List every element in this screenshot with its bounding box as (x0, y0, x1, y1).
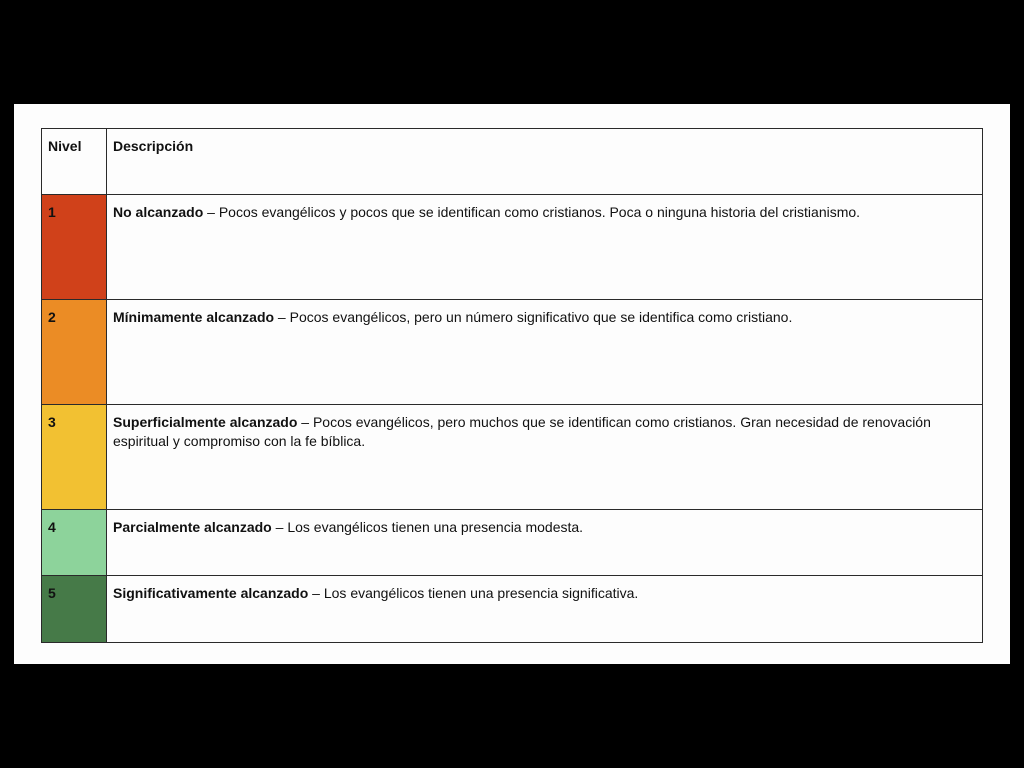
level-description: – Pocos evangélicos, pero un número significativo que se identifica como cristiano. (274, 309, 793, 325)
level-cell-4: 4 (42, 510, 107, 576)
level-cell-1: 1 (42, 195, 107, 300)
level-description: – Los evangélicos tienen una presencia significativa. (308, 585, 639, 601)
table-row (42, 510, 983, 576)
level-cell-5: 5 (42, 576, 107, 643)
description-cell (107, 510, 983, 576)
level-name: Parcialmente alcanzado (113, 519, 272, 535)
table-header-row (42, 129, 983, 195)
level-description: – Pocos evangélicos, pero muchos que se identifican como cristianos. Gran necesidad de renovación espiritual y compromiso con la fe bíblica. (113, 414, 931, 449)
level-name: Mínimamente alcanzado (113, 309, 275, 325)
level-description: – Los evangélicos tienen una presencia modesta. (271, 519, 584, 535)
reach-levels-table (41, 128, 983, 643)
description-cell (107, 576, 983, 643)
header-description: Descripción (107, 129, 983, 195)
level-name: Significativamente alcanzado (113, 585, 309, 601)
level-cell-3: 3 (42, 405, 107, 510)
table-row (42, 405, 983, 510)
table-row (42, 576, 983, 643)
level-name: Superficialmente alcanzado (113, 414, 298, 430)
slide-canvas (14, 104, 1010, 664)
table-row (42, 195, 983, 300)
description-cell (107, 195, 983, 300)
description-cell (107, 405, 983, 510)
description-cell (107, 300, 983, 405)
level-name: No alcanzado (113, 204, 204, 220)
level-cell-2: 2 (42, 300, 107, 405)
level-description: – Pocos evangélicos y pocos que se identifican como cristianos. Poca o ninguna historia del cristianismo. (203, 204, 861, 220)
header-level: Nivel (42, 129, 107, 195)
table-row (42, 300, 983, 405)
